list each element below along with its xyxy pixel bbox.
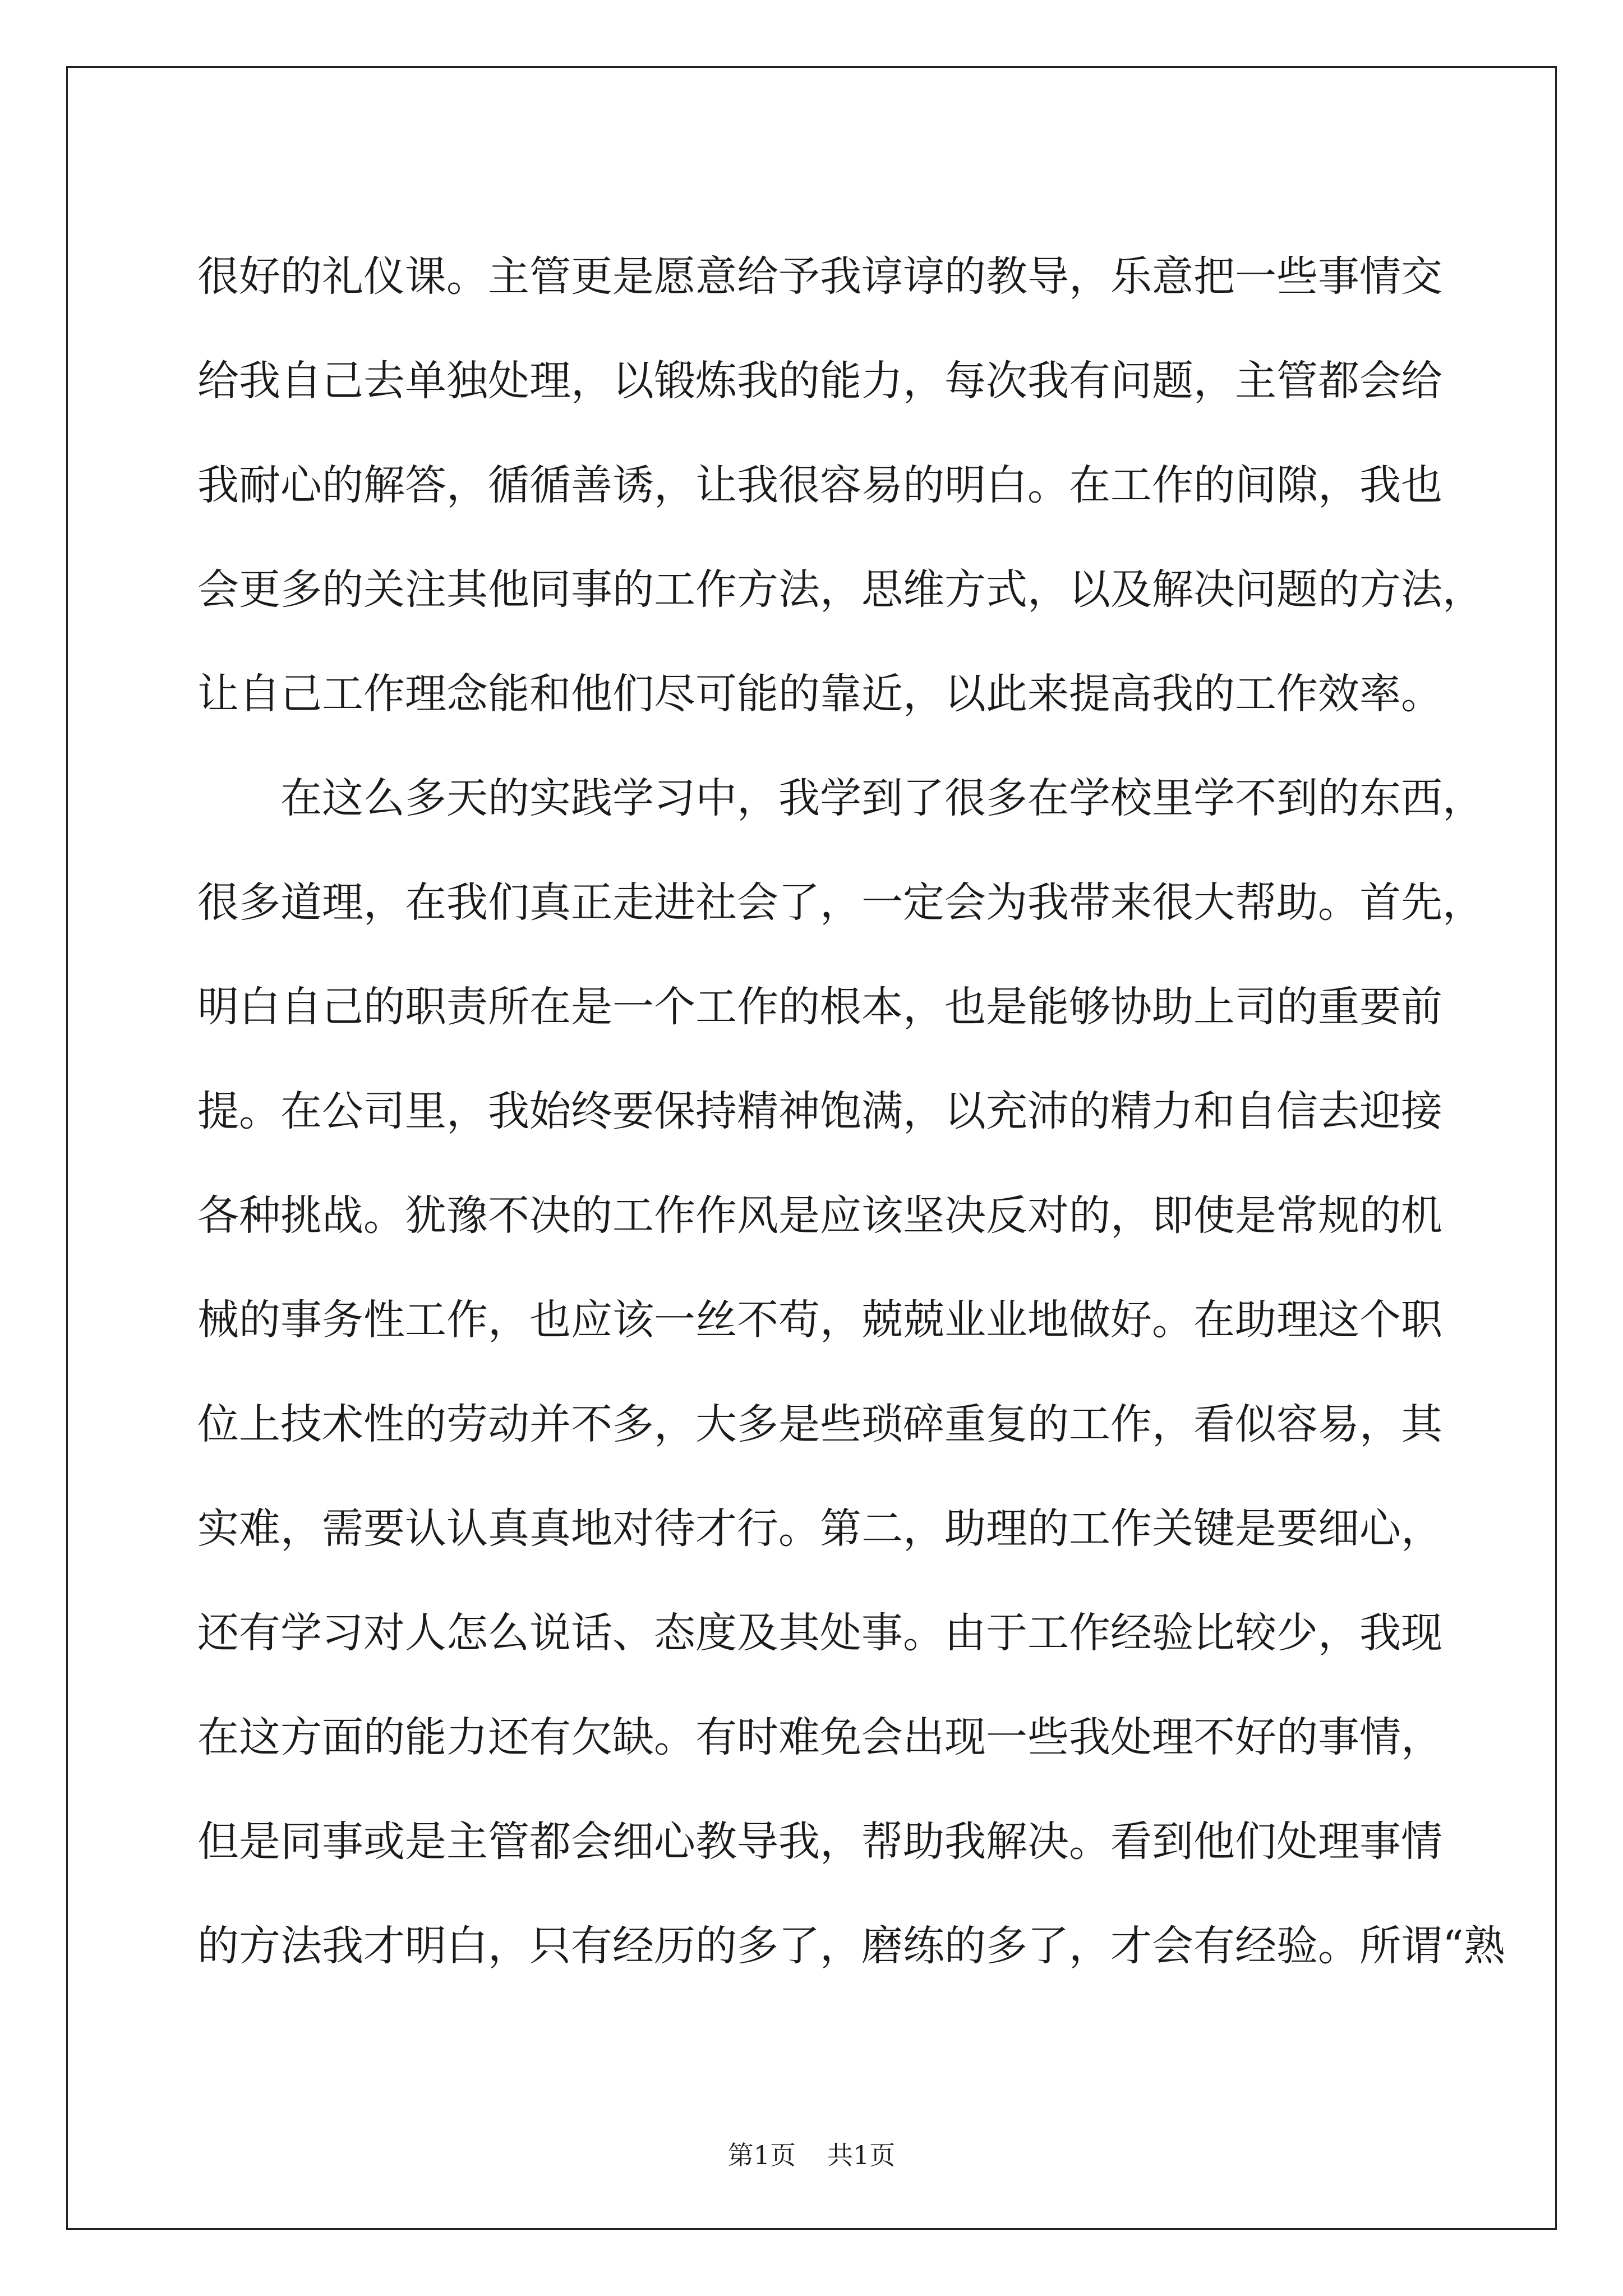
document-body: [197, 224, 1505, 1998]
text-line: 提。在公司里，我始终要保持精神饱满，以充沛的精力和自信去迎接: [197, 1087, 1442, 1135]
text-line: 械的事务性工作，也应该一丝不苟，兢兢业业地做好。在助理这个职: [197, 1296, 1442, 1344]
text-line: 各种挑战。犹豫不决的工作作风是应该坚决反对的，即使是常规的机: [197, 1191, 1442, 1240]
text-line: 位上技术性的劳动并不多，大多是些琐碎重复的工作，看似容易，其: [197, 1400, 1442, 1448]
text-line: 但是同事或是主管都会细心教导我，帮助我解决。看到他们处理事情: [197, 1818, 1442, 1866]
page-footer: [0, 2138, 1623, 2172]
text-line: 在这方面的能力还有欠缺。有时难免会出现一些我处理不好的事情，: [197, 1713, 1442, 1761]
text-line: 很多道理，在我们真正走进社会了，一定会为我带来很大帮助。首先，: [197, 878, 1484, 927]
text-line: 很好的礼仪课。主管更是愿意给予我谆谆的教导，乐意把一些事情交: [197, 252, 1442, 301]
text-line: 的方法我才明白，只有经历的多了，磨练的多了，才会有经验。所谓“熟: [197, 1922, 1505, 1970]
text-line: 让自己工作理念能和他们尽可能的靠近，以此来提高我的工作效率。: [197, 670, 1442, 718]
text-line: 我耐心的解答，循循善诱，让我很容易的明白。在工作的间隙，我也: [197, 461, 1442, 509]
text-line: 在这么多天的实践学习中，我学到了很多在学校里学不到的东西，: [280, 774, 1484, 822]
text-line: 明白自己的职责所在是一个工作的根本，也是能够协助上司的重要前: [197, 983, 1442, 1031]
text-line: 实难，需要认认真真地对待才行。第二，助理的工作关键是要细心，: [197, 1504, 1442, 1553]
total-pages-label: 共1页: [827, 2140, 896, 2170]
text-line: 给我自己去单独处理，以锻炼我的能力，每次我有问题，主管都会给: [197, 357, 1442, 405]
page-number-label: 第1页: [727, 2140, 796, 2170]
text-line: 还有学习对人怎么说话、态度及其处事。由于工作经验比较少，我现: [197, 1609, 1442, 1657]
text-line: 会更多的关注其他同事的工作方法，思维方式，以及解决问题的方法，: [197, 565, 1484, 614]
